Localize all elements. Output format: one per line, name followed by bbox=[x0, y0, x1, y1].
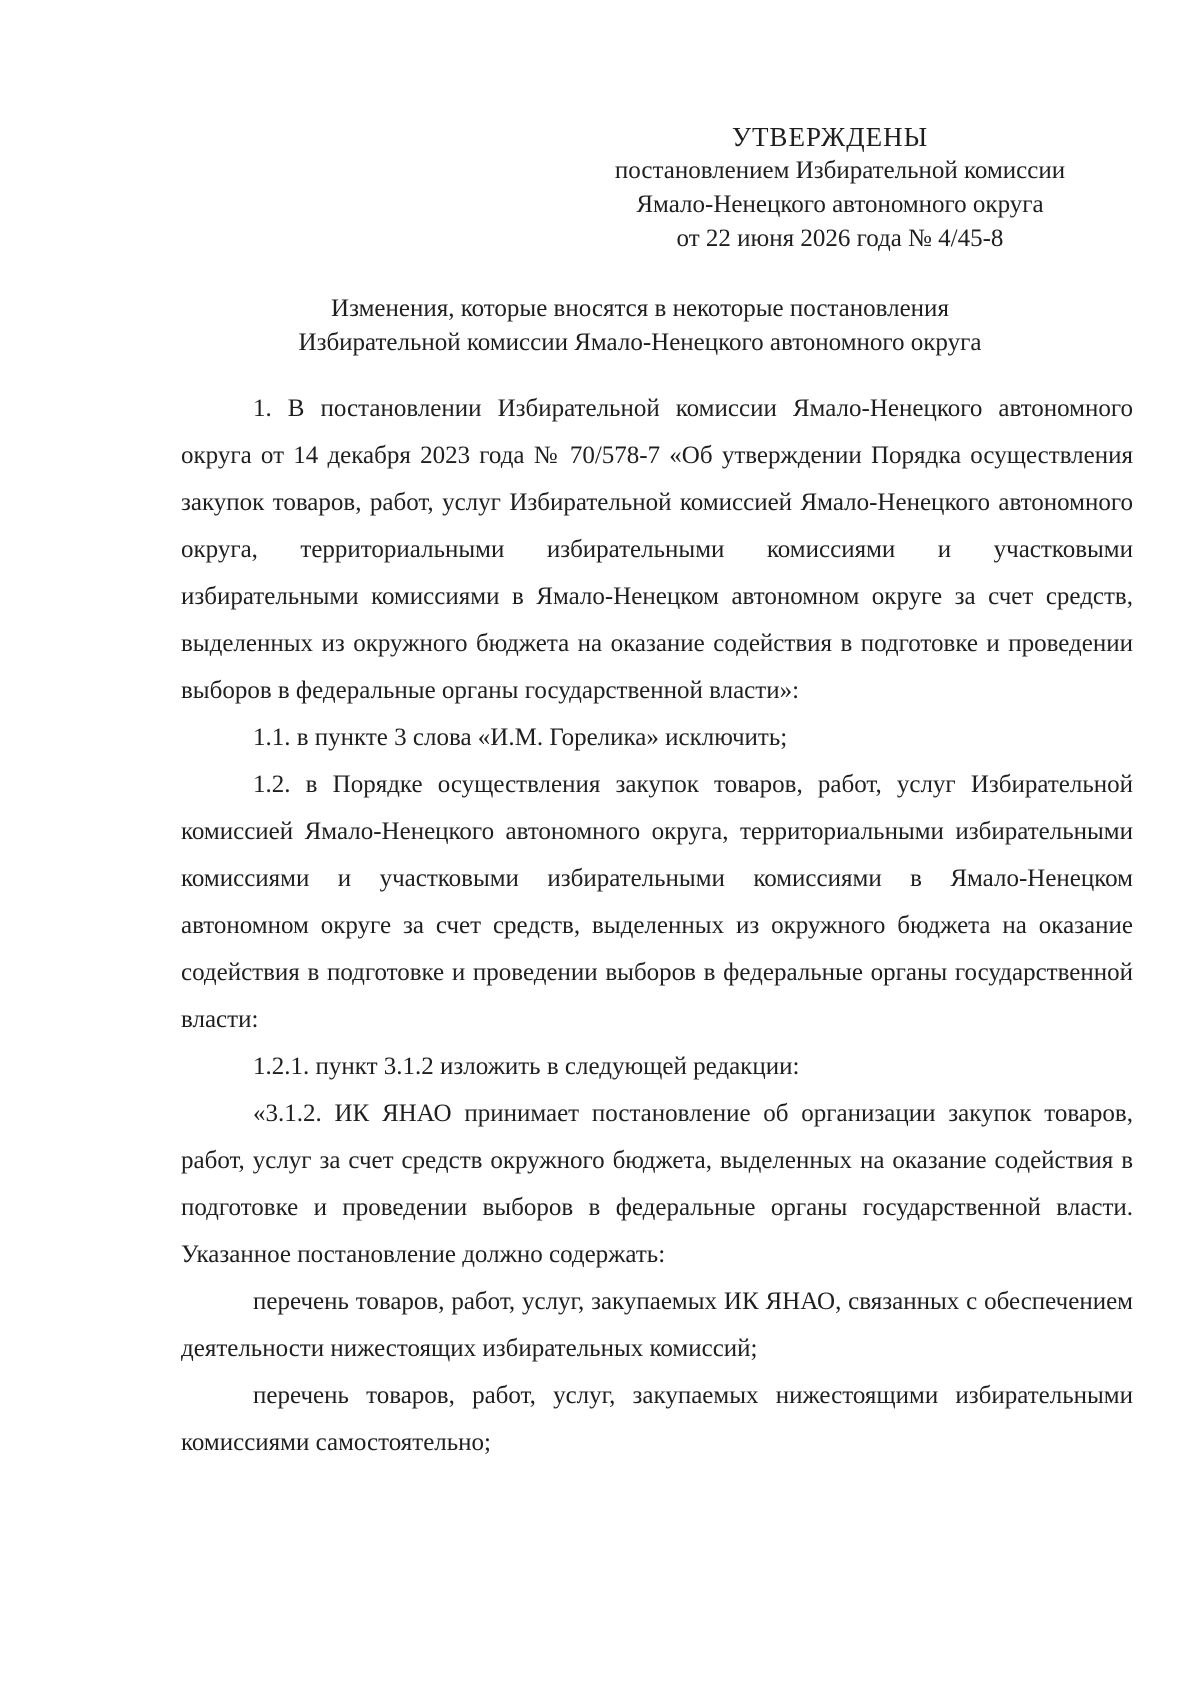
approval-line-1: постановлением Избирательной комиссии bbox=[614, 157, 1066, 184]
heading-line-2: Избирательной комиссии Ямало-Ненецкого автономного округа bbox=[298, 329, 982, 356]
document-body bbox=[181, 385, 1133, 1466]
paragraph-list-item-2: перечень товаров, работ, услуг, закупаемых нижестоящими избирательными комиссиями самостоятельно; bbox=[181, 1382, 1133, 1456]
heading-line-1: Изменения, которые вносятся в некоторые постановления bbox=[331, 295, 949, 322]
document-heading bbox=[160, 292, 1120, 360]
paragraph-1-2-1: 1.2.1. пункт 3.1.2 изложить в следующей редакции: bbox=[253, 1053, 800, 1080]
paragraph-1-2: 1.2. в Порядке осуществления закупок товаров, работ, услуг Избирательной комиссией Ямало-Ненецкого автономного округа, территориальными избирательными комиссиями и участковыми избирательными комиссиями в Ямало-Ненецком автономном округе за счет средств, выделенных из окружного бюджета на оказание содействия в подготовке и проведении выборов в федеральные органы государственной власти: bbox=[181, 771, 1133, 1033]
approval-line-2: Ямало-Ненецкого автономного округа bbox=[636, 191, 1044, 218]
paragraph-1-1: 1.1. в пункте 3 слова «И.М. Горелика» исключить; bbox=[253, 724, 788, 751]
paragraph-quoted-3-1-2: «3.1.2. ИК ЯНАО принимает постановление об организации закупок товаров, работ, услуг за счет средств окружного бюджета, выделенных на оказание содействия в подготовке и проведении выборов в федеральные органы государственной власти. Указанное постановление должно содержать: bbox=[181, 1100, 1133, 1268]
paragraph-list-item-1: перечень товаров, работ, услуг, закупаемых ИК ЯНАО, связанных с обеспечением деятельности нижестоящих избирательных комиссий; bbox=[181, 1288, 1133, 1362]
approval-block bbox=[560, 120, 1120, 256]
approval-title: УТВЕРЖДЕНЫ bbox=[731, 122, 929, 152]
paragraph-1: 1. В постановлении Избирательной комиссии Ямало-Ненецкого автономного округа от 14 декабря 2023 года № 70/578-7 «Об утверждении Порядка осуществления закупок товаров, работ, услуг Избирательной комиссией Ямало-Ненецкого автономного округа, территориальными избирательными комиссиями и участковыми избирательными комиссиями в Ямало-Ненецком автономном округе за счет средств, выделенных из окружного бюджета на оказание содействия в подготовке и проведении выборов в федеральные органы государственной власти»: bbox=[181, 395, 1133, 704]
approval-line-3: от 22 июня 2026 года № 4/45-8 bbox=[676, 225, 1004, 252]
